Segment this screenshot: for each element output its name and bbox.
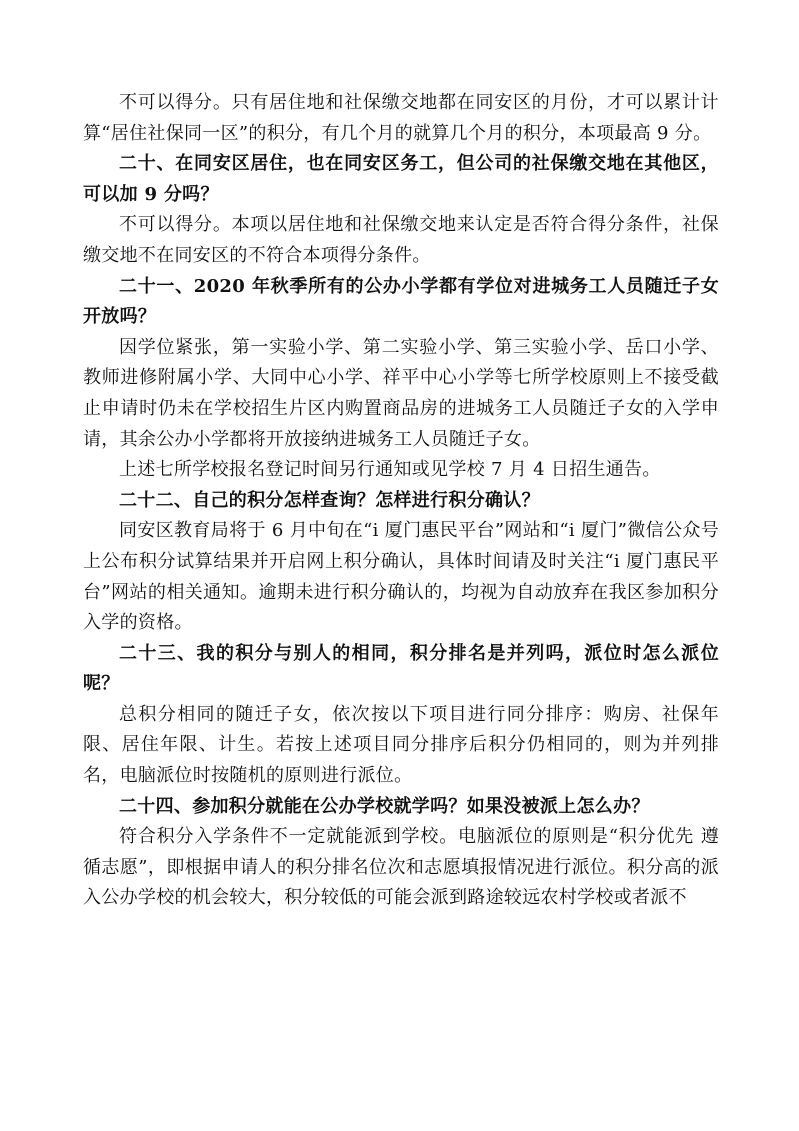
document-page	[83, 88, 719, 914]
question-22: 二十二、自己的积分怎样查询？怎样进行积分确认？	[119, 489, 540, 511]
paragraph-answer-24: 符合积分入学条件不一定就能派到学校。电脑派位的原则是“积分优先 遵循志愿”，即根据申请人的积分排名位次和志愿填报情况进行派位。积分高的派入公办学校的机会较大，积分较低的可能会派到路途较远农村学校或者派不	[83, 826, 719, 909]
paragraph-answer-22: 同安区教育局将于 6 月中旬在“i 厦门惠民平台”网站和“i 厦门”微信公众号上公布积分试算结果并开启网上积分确认，具体时间请及时关注“i 厦门惠民平台”网站的相关通知。逾期未进行积分确认的，均视为自动放弃在我区参加积分入学的资格。	[83, 520, 719, 634]
paragraph-answer-23: 总积分相同的随迁子女，依次按以下项目进行同分排序：购房、社保年限、居住年限、计生。若按上述项目同分排序后积分仍相同的，则为并列排名，电脑派位时按随机的原则进行派位。	[83, 703, 719, 787]
paragraph-answer-21a: 因学位紧张，第一实验小学、第二实验小学、第三实验小学、岳口小学、教师进修附属小学、大同中心小学、祥平中心小学等七所学校原则上不接受截止申请时仍未在学校招生片区内购置商品房的进城务工人员随迁子女的入学申请，其余公办小学都将开放接纳进城务工人员随迁子女。	[83, 336, 719, 450]
question-24: 二十四、参加积分就能在公办学校就学吗？如果没被派上怎么办？	[119, 795, 650, 817]
paragraph-answer-1: 不可以得分。只有居住地和社保缴交地都在同安区的月份，才可以累计计算“居住社保同一区”的积分，有几个月的就算几个月的积分，本项最高 9 分。	[83, 92, 719, 144]
question-20: 二十、在同安区居住，也在同安区务工，但公司的社保缴交地在其他区，可以加 9 分吗？	[83, 153, 719, 205]
paragraph-answer-20: 不可以得分。本项以居住地和社保缴交地来认定是否符合得分条件，社保缴交地不在同安区的不符合本项得分条件。	[83, 214, 719, 266]
question-23: 二十三、我的积分与别人的相同，积分排名是并列吗，派位时怎么派位呢？	[83, 642, 719, 695]
paragraph-answer-21b: 上述七所学校报名登记时间另行通知或见学校 7 月 4 日招生通告。	[119, 459, 661, 481]
question-21: 二十一、2020 年秋季所有的公办小学都有学位对进城务工人员随迁子女开放吗？	[83, 275, 719, 328]
